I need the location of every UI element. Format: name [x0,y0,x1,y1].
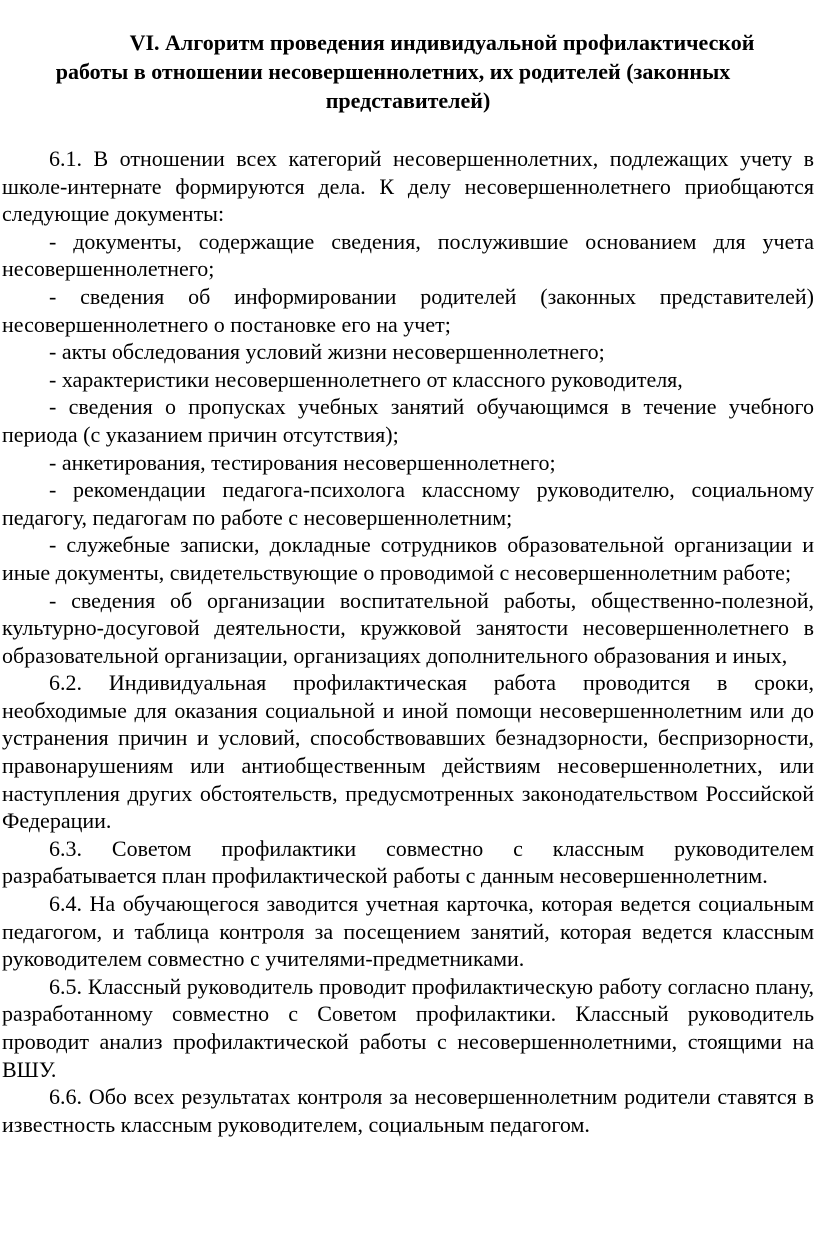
paragraph-6-5: 6.5. Классный руководитель проводит профилактическую работу согласно плану, разработанному совместно с Советом профилактики. Классный руководитель проводит анализ профилактической работы с несовершеннолетними, стоящими на ВШУ. [2,973,814,1082]
paragraph-6-1: 6.1. В отношении всех категорий несовершеннолетних, подлежащих учету в школе-интернате формируются дела. К делу несовершеннолетнего приобщаются следующие документы: [2,146,814,227]
list-item-testing: - анкетирования, тестирования несовершеннолетнего; [49,449,556,475]
heading-line-2: работы в отношении несовершеннолетних, их родителей (законных [55,59,731,84]
list-item-memos: - служебные записки, докладные сотрудников образовательной организации и иные документы, свидетельствующие о проводимой с несовершеннолетним работе; [2,532,814,585]
document-body [2,145,814,1138]
list-item-characteristics: - характеристики несовершеннолетнего от классного руководителя, [49,366,683,392]
heading-line-3: представителей) [325,88,491,113]
list-item-psychologist-recommendations: - рекомендации педагога-психолога классному руководителю, социальному педагогу, педагогам по работе с несовершеннолетним; [2,477,814,530]
heading-spacer [2,115,814,145]
list-item-absences: - сведения о пропусках учебных занятий обучающимся в течение учебного периода (с указанием причин отсутствия); [2,394,814,447]
paragraph-6-3: 6.3. Советом профилактики совместно с классным руководителем разрабатывается план профилактической работы с данным несовершеннолетним. [2,835,814,889]
paragraph-6-4: 6.4. На обучающегося заводится учетная карточка, которая ведется социальным педагогом, и таблица контроля за посещением занятий, которая ведется классным руководителем совместно с учителями-предметниками. [2,891,814,972]
list-item-informing-parents: - сведения об информировании родителей (законных представителей) несовершеннолетнего о постановке его на учет; [2,283,814,337]
paragraph-6-6: 6.6. Обо всех результатах контроля за несовершеннолетним родители ставятся в известность классным руководителем, социальным педагогом. [2,1084,814,1137]
paragraph-6-2: 6.2. Индивидуальная профилактическая работа проводится в сроки, необходимые для оказания социальной и иной помощи несовершеннолетним или до устранения причин и условий, способствовавших безнадзорности, беспризорности, правонарушениям или антиобщественным действиям несовершеннолетних, или наступления других обстоятельств, предусмотренных законодательством Российской Федерации. [2,670,814,834]
list-item-educational-work: - сведения об организации воспитательной работы, общественно-полезной, культурно-досуговой деятельности, кружковой занятости несовершеннолетнего в образовательной организации, организациях дополнительного образования и иных, [2,587,814,668]
document-page [2,28,814,1138]
list-item-living-conditions: - акты обследования условий жизни несовершеннолетнего; [49,339,605,365]
section-heading [2,28,814,115]
list-item-documents: - документы, содержащие сведения, послужившие основанием для учета несовершеннолетнего; [2,228,814,282]
heading-line-1: VI. Алгоритм проведения индивидуальной профилактической [129,30,755,55]
